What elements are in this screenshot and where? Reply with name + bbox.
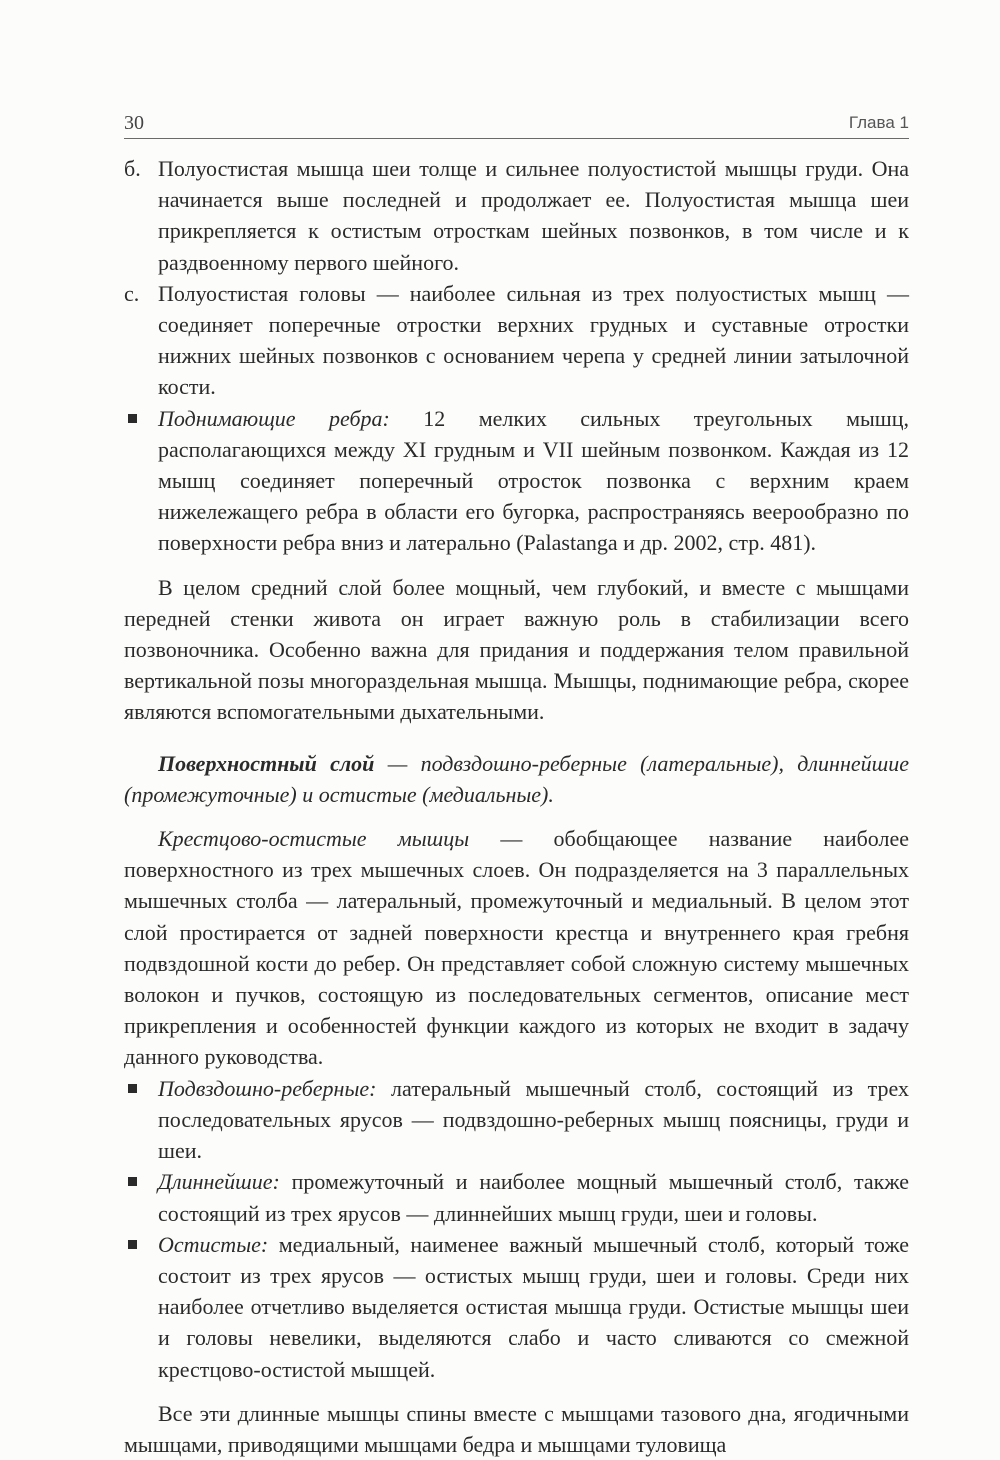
bullet-square-icon [128, 1240, 137, 1249]
paragraph-middle-layer: В целом средний слой более мощный, чем глубокий, и вместе с мышцами передней стенки живота он играет важную роль в стабилизации всего позвоночника. Особенно важна для придания и поддержания телом правильной вертикальной позы многораздельная мышца. Мышцы, поднимающие ребра, скорее являются вспомогательными дыхательными. [124, 574, 909, 725]
bullet-term: Подвздошно-реберные: [158, 1075, 377, 1101]
list-marker: с. [124, 280, 140, 306]
section-heading-superficial [124, 748, 909, 810]
term: Крестцово-остистые мышцы [158, 826, 470, 852]
bullet-square-icon [128, 1177, 137, 1186]
paragraph-final: Все эти длинные мышцы спины вместе с мышцами тазового дна, ягодичными мышцами, приводящими мышцами бедра и мышцами туловища [124, 1400, 909, 1457]
list-item-c [124, 278, 909, 403]
section-heading-rest: — подвздошно-реберные (латеральные), длиннейшие (промежуточные) и остистые (медиальные). [124, 750, 909, 807]
list-item-text: Полуостистая головы — наиболее сильная из трех полуостистых мышц — соединяет поперечные отростки верхних грудных и суставные отростки нижних шейных позвонков с основанием черепа у средней линии затылочной кости. [158, 280, 909, 400]
bullet-square-icon [128, 414, 137, 423]
list-marker: б. [124, 156, 141, 181]
running-header [124, 112, 909, 139]
section-heading: Поверхностный слой [158, 750, 375, 776]
bullet-term: Поднимающие ребра: [158, 405, 390, 431]
paragraph-text: — обобщающее название наиболее поверхностного из трех мышечных слоев. Он подразделяется на 3 параллельных мышечных столба — латеральный, промежуточный и медиальный. В целом этот слой простирается от задней поверхности крестца и внутреннего края гребня подвздошной кости до ребер. Он представляет собой сложную систему мышечных волокон и пучков, состоящую из последовательных сегментов, описание мест прикрепления и особенностей функции каждого из которых не входит в задачу данного руководства. [124, 826, 909, 1070]
list-item-b [124, 153, 909, 278]
paragraph-erector [124, 823, 909, 1073]
spacer [124, 810, 909, 823]
bullet-square-icon [128, 1084, 137, 1093]
bullet-text: промежуточный и наиболее мощный мышечный столб, также состоящий из трех ярусов — длиннейших мышц груди, шеи и головы. [158, 1169, 909, 1226]
bullet-term: Остистые: [158, 1231, 269, 1257]
spacer [124, 728, 909, 748]
spacer [124, 559, 909, 572]
spacer [124, 1385, 909, 1398]
page-body [124, 153, 909, 1460]
bullet-text: латеральный мышечный столб, состоящий из трех последовательных ярусов — подвздошно-реберных мышц поясницы, груди и шеи. [158, 1075, 909, 1164]
page-number: 30 [124, 112, 144, 134]
bullet-text: 12 мелких сильных треугольных мышц, располагающихся между XI грудным и VII шейным позвонком. Каждая из 12 мышц соединяет поперечный отросток позвонка с верхним краем нижележащего ребра в области его бугорка, распространяясь веерообразно по поверхности ребра вниз и латерально (Palastanga и др. 2002, стр. 481). [158, 405, 909, 556]
bullet-term: Длиннейшие: [158, 1169, 280, 1195]
bullet-iliocostal [124, 1073, 909, 1167]
bullet-ribs [124, 403, 909, 559]
bullet-spinalis [124, 1229, 909, 1385]
bullet-longissimus [124, 1166, 909, 1228]
bullet-text: медиальный, наименее важный мышечный столб, который тоже состоит из трех ярусов — остистых мышц груди, шеи и головы. Среди них наиболее отчетливо выделяется остистая мышца груди. Остистые мышцы шеи и головы невелики, выделяются слабо и часто сливаются со смежной крестцово-остистой мышцей. [158, 1231, 909, 1382]
list-item-text: Полуостистая мышца шеи толще и сильнее полуостистой мышцы груди. Она начинается выше последней и продолжает ее. Полуостистая мышца шеи прикрепляется к остистым отросткам шейных позвонков, в том числе и к раздвоенному первого шейного. [158, 156, 909, 275]
chapter-title: Глава 1 [848, 113, 909, 132]
